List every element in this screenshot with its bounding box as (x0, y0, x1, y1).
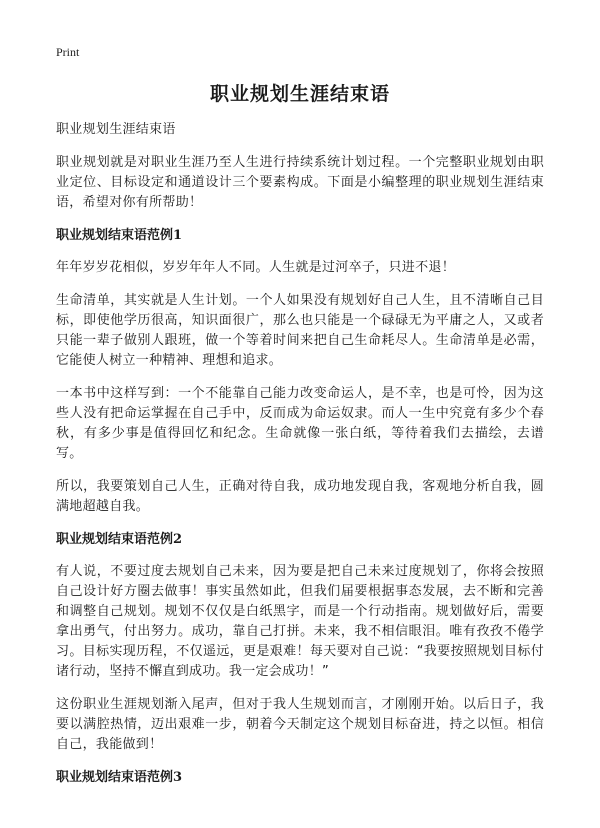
print-link[interactable]: Print (56, 45, 80, 59)
section-heading-2: 职业规划结束语范例2 (56, 532, 183, 547)
intro-paragraph: 职业规划就是对职业生涯乃至人生进行持续系统计划过程。一个完整职业规划由职业定位、目标设定和通道设计三个要素构成。下面是小编整理的职业规划生涯结束语，希望对你有所帮助！ (56, 155, 544, 210)
section-1-paragraph-4: 所以，我要策划自己人生，正确对待自我，成功地发现自我，客观地分析自我，圆满地超越自我。 (56, 479, 544, 514)
article-subtitle: 职业规划生涯结束语 (56, 122, 176, 137)
page-title: 职业规划生涯结束语 (209, 83, 390, 105)
section-1-paragraph-3: 一本书中这样写到：一个不能靠自己能力改变命运人，是不幸，也是可怜，因为这些人没有把命运掌握在自己手中，反而成为命运奴隶。而人一生中究竟有多少个春秋，有多少事是值得回忆和纪念。生命就像一张白纸，等待着我们去描绘，去谱写。 (56, 386, 544, 461)
section-2-paragraph-1: 有人说，不要过度去规划自己未来，因为要是把自己未来过度规划了，你将会按照自己设计好方圈去做事！事实虽然如此，但我们届要根据事态发展，去不断和完善和调整自己规划。规划不仅仅是白纸黑字，而是一个行动指南。规划做好后，需要拿出勇气，付出努力。成功，靠自己打拼。未来，我不相信眼泪。唯有孜孜不倦学习。目标实现历程，不仅遥远，更是艰难！每天要对自己说：“我要按照规划目标付诸行动，坚持不懈直到成功。我一定会成功！” (56, 564, 544, 679)
section-1-paragraph-1: 年年岁岁花相似，岁岁年年人不同。人生就是过河卒子，只进不退！ (56, 260, 456, 275)
section-2-paragraph-2: 这份职业生涯规划渐入尾声，但对于我人生规划而言，才刚刚开始。以后日子，我要以满腔热情，迈出艰难一步，朝着今天制定这个规划目标奋进，持之以恒。相信自己，我能做到！ (56, 697, 544, 752)
article-body (56, 120, 544, 800)
section-heading-3: 职业规划结束语范例3 (56, 770, 183, 785)
section-1-paragraph-2: 生命清单，其实就是人生计划。一个人如果没有规划好自己人生，且不清晰自己目标，即使他学历很高，知识面很广，那么也只能是一个碌碌无为平庸之人，又或者只能一辈子做别人跟班，做一个等着时间来把自己生命耗尽人。生命清单是必需，它能使人树立一种精神、理想和追求。 (56, 293, 544, 368)
section-heading-1: 职业规划结束语范例1 (56, 228, 183, 243)
